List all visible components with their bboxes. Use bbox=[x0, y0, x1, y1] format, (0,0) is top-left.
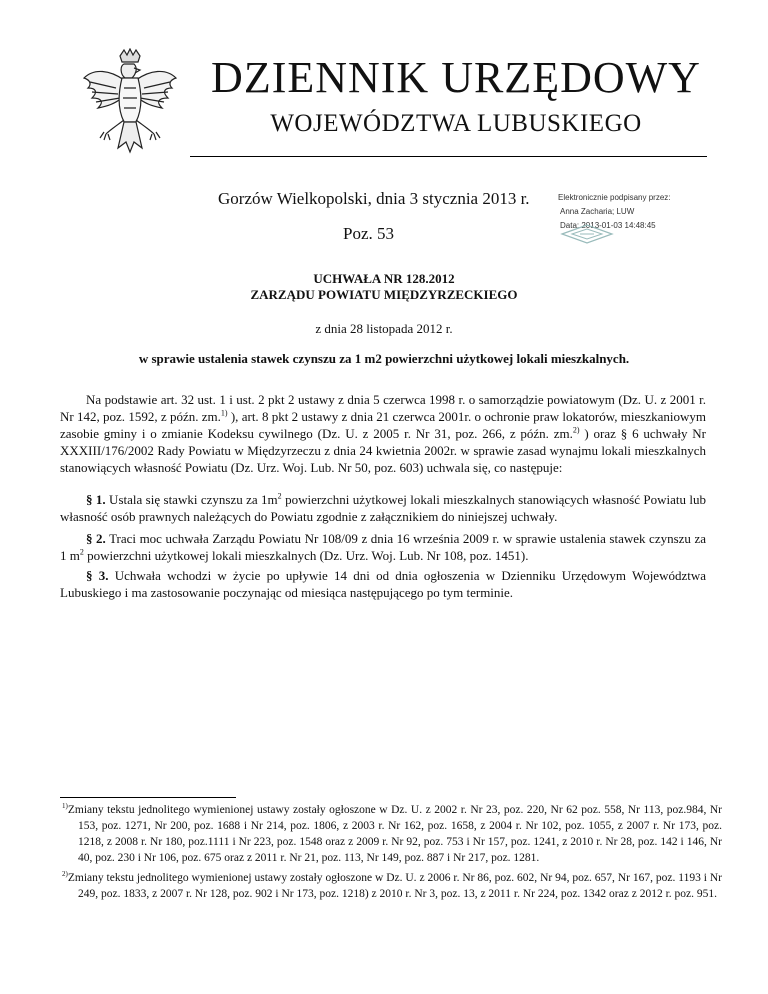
preamble-paragraph: Na podstawie art. 32 ust. 1 i ust. 2 pkt 2 ustawy z dnia 5 czerwca 1998 r. o samorządzie powiatowym (Dz. U. z 2001 r. Nr 142, poz. 1592, z późn. zm.$^{1)}$ ), art. 8 pkt 2 ustawy z dnia 21 czerwca 2001r. o ochronie praw lokatorów, mieszkaniowym zasobie gminy i o zmianie Kodeksu cywilnego (Dz. U. z 2005 r. Nr 31, poz. 266, z późn. zm.$^{2)}$ ) oraz § 6 uchwały Nr XXXIII/176/2002 Rady Powiatu w Międzyrzeczu z dnia 24 kwietnia 2002r. w sprawie zasad wynajmu lokali mieszkalnych stanowiących własność Powiatu (Dz. Urz. Woj. Lub. Nr 50, poz. 603) uchwala się, co następuje: bbox=[60, 392, 706, 475]
resolution-subject: w sprawie ustalenia stawek czynszu za 1 m2 powierzchni użytkowej lokali mieszkalnych. bbox=[138, 351, 630, 366]
section-3-label: § 3. bbox=[86, 568, 109, 583]
resolution-date: z dnia 28 listopada 2012 r. bbox=[315, 321, 453, 336]
journal-title: DZIENNIK URZĘDOWY bbox=[211, 53, 701, 102]
signature-label: Elektronicznie podpisany przez: bbox=[558, 193, 671, 202]
signature-stamp-icon bbox=[558, 224, 616, 244]
polish-eagle-emblem-icon bbox=[80, 48, 180, 158]
place-date: Gorzów Wielkopolski, dnia 3 stycznia 2013 r. bbox=[218, 189, 530, 208]
journal-subtitle: WOJEWÓDZTWA LUBUSKIEGO bbox=[270, 110, 642, 137]
resolution-heading bbox=[40, 271, 728, 303]
section-3: § 3. Uchwała wchodzi w życie po upływie 14 dni od dnia ogłoszenia w Dzienniku Urzędowym Województwa Lubuskiego i ma zastosowanie poczynając od miesiąca następującego po tym terminie. bbox=[60, 568, 707, 600]
section-2-label: § 2. bbox=[86, 531, 106, 546]
position-number: Poz. 53 bbox=[343, 224, 394, 243]
resolution-issuer: ZARZĄDU POWIATU MIĘDZYRZECKIEGO bbox=[250, 287, 518, 302]
section-1: § 1. Ustala się stawki czynszu za $1m^2$ powierzchni użytkowej lokali mieszkalnych stanowiących własność Powiatu lub własność osób prawnych należących do Powiatu zgodnie z załącznikiem do niniejszej uchwały. bbox=[60, 491, 706, 524]
signature-date: Data: 2013-01-03 14:48:45 bbox=[560, 221, 656, 230]
section-2: § 2. Traci moc uchwała Zarządu Powiatu Nr 108/09 z dnia 16 września 2009 r. w sprawie ustalenia stawek czynszu za 1 $m^2$ powierzchni użytkowej lokali mieszkalnych (Dz. Urz. Woj. Lub. Nr 108, poz. 1451). bbox=[60, 531, 706, 563]
masthead-divider bbox=[190, 156, 707, 157]
footnote-2: $^{2)}$Zmiany tekstu jednolitego wymienionej ustawy zostały ogłoszone w Dz. U. z 2006 r. Nr 86, poz. 602, Nr 94, poz. 657, Nr 167, poz. 1193 i Nr 249, poz. 1833, z 2007 r. Nr 128, poz. 902 i Nr 173, poz. 1218) z 2010 r. Nr 3, poz. 13, z 2011 r. Nr 224, poz. 1342 oraz z 2012 r. poz. 951. bbox=[62, 870, 722, 900]
footnote-1: $^{1)}$Zmiany tekstu jednolitego wymienionej ustawy zostały ogłoszone w Dz. U. z 2002 r. Nr 23, poz. 220, Nr 62 poz. 558, Nr 113, poz.984, Nr 153, poz. 1271, Nr 200, poz. 1688 i Nr 214, poz. 1806, z 2003 r. Nr 162, poz. 1658, z 2004 r. Nr 102, poz. 1055, z 2007 r. Nr 173, poz. 1218, z 2008 r. Nr 180, poz.1111 i Nr 223, poz. 1548 oraz z 2009 r. Nr 92, poz. 753 i Nr 157, poz. 1241, z 2010 r. Nr 28, poz. 142 i 146, Nr 40, poz. 230 i Nr 106, poz. 675 oraz z 2011 r. Nr 21, poz. 113, Nr 149, poz. 887 i Nr 217, poz. 1281. bbox=[62, 802, 722, 864]
section-1-label: § 1. bbox=[86, 492, 106, 507]
signature-signer: Anna Zacharia; LUW bbox=[560, 207, 635, 216]
footnote-divider bbox=[60, 797, 236, 798]
resolution-number: UCHWAŁA NR 128.2012 bbox=[313, 271, 455, 286]
